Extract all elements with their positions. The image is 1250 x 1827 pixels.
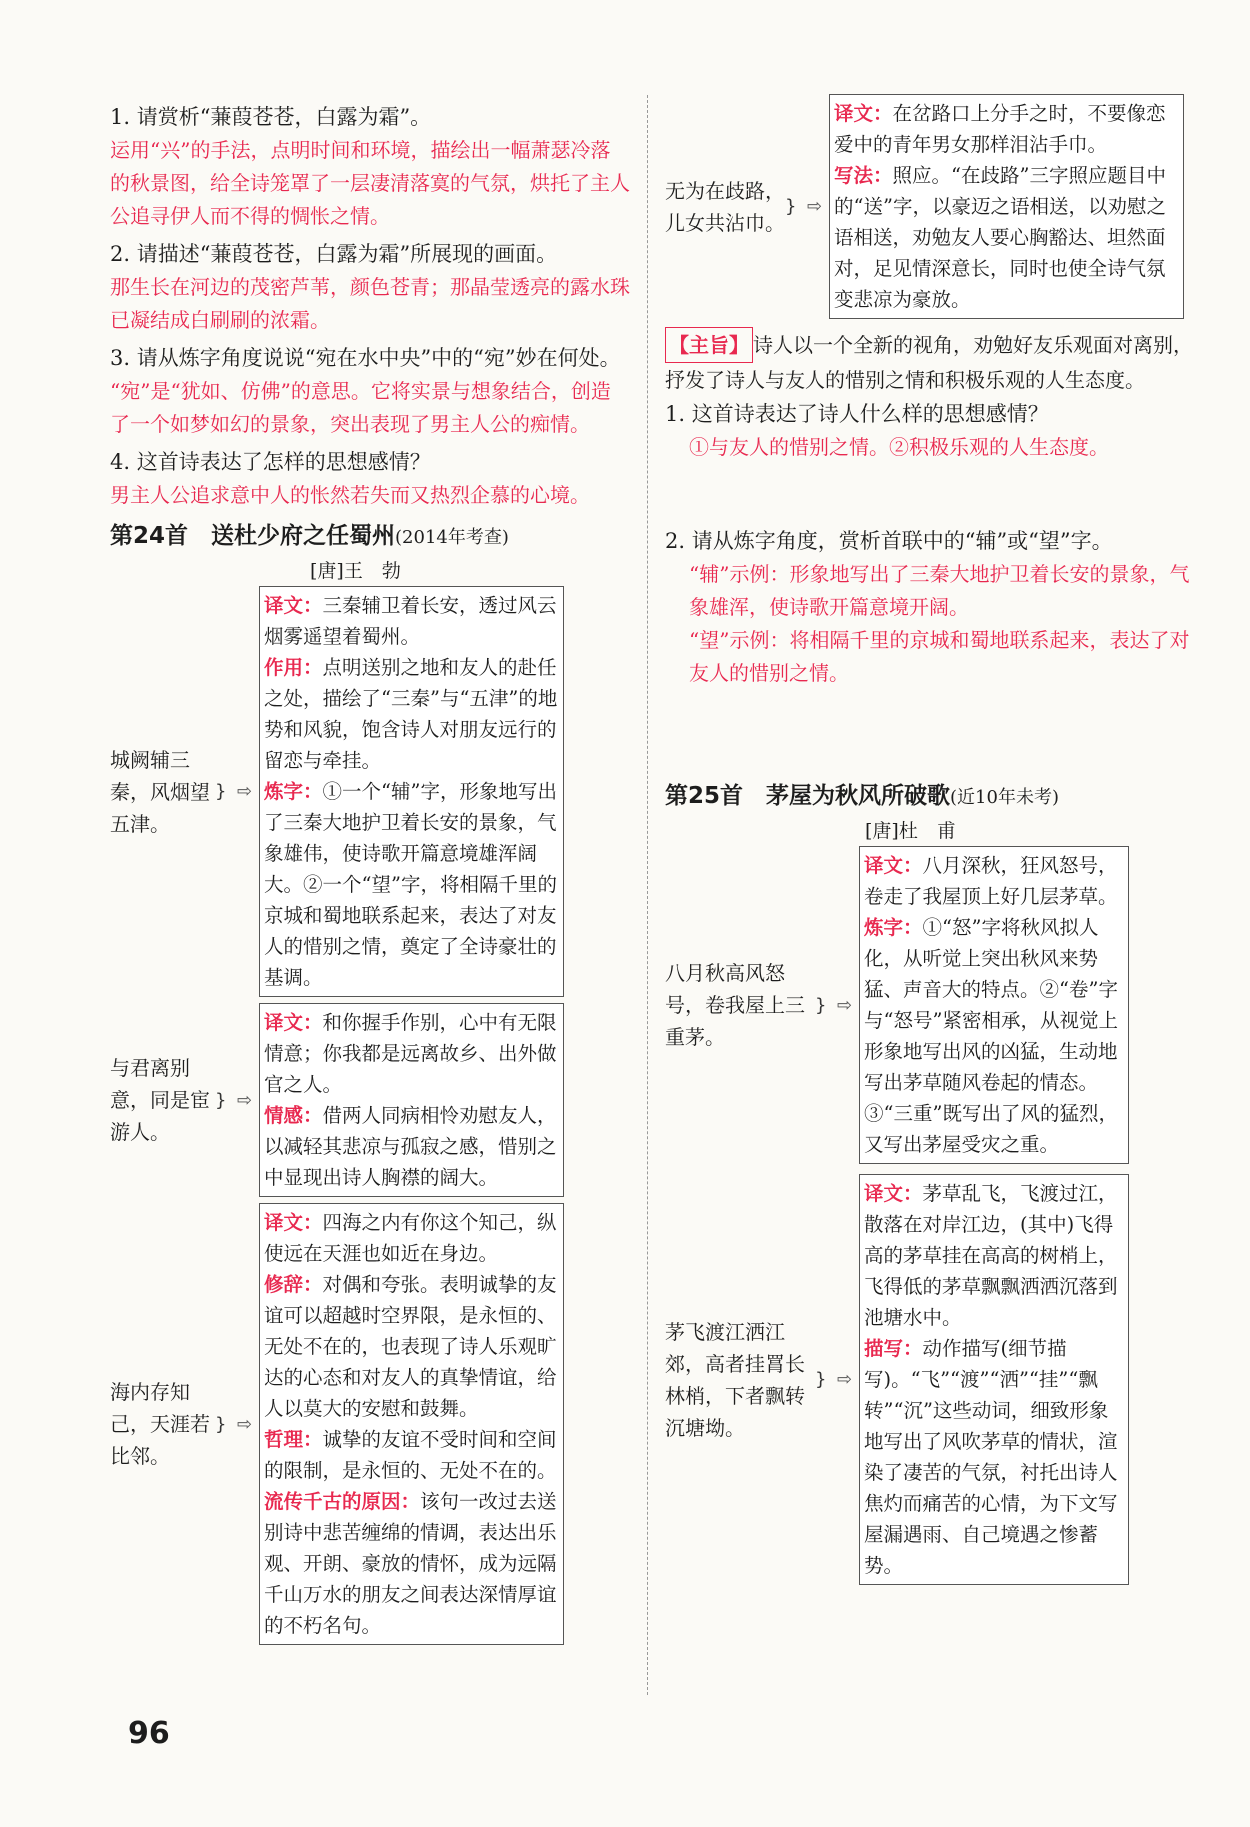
theme-paragraph bbox=[665, 327, 1195, 397]
label-translation: 译文： bbox=[834, 102, 893, 125]
arrow-icon: ⇨ bbox=[837, 994, 853, 1016]
arrow-icon: ⇨ bbox=[237, 1413, 253, 1435]
poem-24-note: (2014年考查) bbox=[395, 527, 509, 548]
poem-line-text: 城阙辅三秦，风烟望五津。 bbox=[110, 747, 210, 836]
annotation-box bbox=[259, 1203, 564, 1645]
label-translation: 译文： bbox=[864, 854, 923, 877]
text-translation: 在岔路口上分手之时，不要像恋爱中的青年男女那样泪沾手巾。 bbox=[834, 102, 1166, 156]
poem-24-block-4 bbox=[665, 94, 1195, 319]
answer-r2a: “辅”示例：形象地写出了三秦大地护卫着长安的景象，气象雄浑，使诗歌开篇意境开阔。 bbox=[689, 562, 1190, 619]
poem-line-text: 海内存知己，天涯若比邻。 bbox=[110, 1380, 210, 1468]
page-number: 96 bbox=[128, 1716, 170, 1751]
poem-line-text: 与君离别意，同是宦游人。 bbox=[110, 1056, 210, 1144]
theme-label: 【主旨】 bbox=[665, 327, 753, 363]
answer-r2b: “望”示例：将相隔千里的京城和蜀地联系起来，表达了对友人的惜别之情。 bbox=[689, 628, 1190, 685]
annotation-box bbox=[829, 94, 1184, 319]
text-function: 点明送别之地和友人的赴任之处，描绘了“三秦”与“五津”的地势和风貌，饱含诗人对朋友远行的留恋与牵挂。 bbox=[264, 656, 558, 772]
question-2: 2. 请描述“蒹葭苍苍，白露为霜”所展现的画面。 bbox=[110, 242, 558, 266]
annotation-box bbox=[259, 1003, 564, 1197]
poem-24-block-3 bbox=[110, 1203, 630, 1645]
label-translation: 译文： bbox=[264, 1011, 323, 1034]
answer-r1: ①与友人的惜别之情。②积极乐观的人生态度。 bbox=[689, 435, 1109, 459]
text-wording: ①一个“辅”字，形象地写出了三秦大地护卫着长安的景象，气象雄伟，使诗歌开篇意境雄浑阔大。②一个“望”字，将相隔千里的京城和蜀地联系起来，表达了对友人的惜别之情，奠定了全诗豪壮的基调。 bbox=[264, 780, 557, 989]
label-wording: 炼字： bbox=[264, 780, 323, 803]
poem-25-block-2 bbox=[665, 1174, 1195, 1585]
brace-icon: } bbox=[785, 196, 797, 217]
brace-icon: } bbox=[815, 1369, 827, 1390]
label-function: 作用： bbox=[264, 656, 323, 679]
column-divider bbox=[647, 95, 648, 1695]
poem-25-note: (近10年未考) bbox=[950, 787, 1059, 808]
text-technique: 照应。“在歧路”三字照应题目中的“送”字，以豪迈之语相送，以劝慰之语相送，劝勉友人要心胸豁达、坦然面对，足见情深意长，同时也使全诗气氛变悲凉为豪放。 bbox=[834, 164, 1166, 311]
label-reason: 流传千古的原因： bbox=[264, 1490, 421, 1513]
label-technique: 写法： bbox=[834, 164, 893, 187]
answer-4: 男主人公追求意中人的怅然若失而又热烈企慕的心境。 bbox=[110, 483, 590, 507]
poem-25-author: [唐]杜 甫 bbox=[865, 820, 956, 842]
label-translation: 译文： bbox=[264, 1211, 323, 1234]
text-emotion: 借两人同病相怜劝慰友人，以减轻其悲凉与孤寂之感，惜别之中显现出诗人胸襟的阔大。 bbox=[264, 1104, 557, 1189]
text-translation: 四海之内有你这个知己，纵使远在天涯也如近在身边。 bbox=[264, 1211, 557, 1265]
answer-2: 那生长在河边的茂密芦苇，颜色苍青；那晶莹透亮的露水珠已凝结成白刷刷的浓霜。 bbox=[110, 275, 630, 332]
annotation-box bbox=[859, 1174, 1129, 1585]
arrow-icon: ⇨ bbox=[237, 1089, 253, 1111]
text-reason: 该句一改过去送别诗中悲苦缠绵的情调，表达出乐观、开朗、豪放的情怀，成为远隔千山万水的朋友之间表达深情厚谊的不朽名句。 bbox=[264, 1490, 557, 1637]
poem-line-text: 八月秋高风怒号，卷我屋上三重茅。 bbox=[665, 961, 805, 1049]
text-philosophy: 诚挚的友谊不受时间和空间的限制，是永恒的、无处不在的。 bbox=[264, 1428, 557, 1482]
arrow-icon: ⇨ bbox=[837, 1369, 853, 1390]
poem-24-author: [唐]王 勃 bbox=[310, 560, 401, 582]
question-4: 4. 这首诗表达了怎样的思想感情？ bbox=[110, 450, 431, 474]
question-r1: 1. 这首诗表达了诗人什么样的思想感情？ bbox=[665, 402, 1049, 426]
arrow-icon: ⇨ bbox=[807, 196, 823, 217]
poem-24-block-2 bbox=[110, 1003, 630, 1197]
poem-24-block-1 bbox=[110, 586, 630, 997]
brace-icon: } bbox=[215, 1089, 227, 1111]
poem-25-heading bbox=[665, 778, 1195, 816]
poem-25-block-1 bbox=[665, 846, 1195, 1164]
poem-line-text: 茅飞渡江洒江郊，高者挂罥长林梢，下者飘转沉塘坳。 bbox=[665, 1319, 805, 1440]
arrow-icon: ⇨ bbox=[237, 781, 253, 802]
brace-icon: } bbox=[815, 994, 827, 1016]
poem-24-heading bbox=[110, 518, 630, 556]
label-rhetoric: 修辞： bbox=[264, 1273, 323, 1296]
question-1: 1. 请赏析“蒹葭苍苍，白露为霜”。 bbox=[110, 105, 432, 129]
text-translation: 三秦辅卫着长安，透过风云烟雾遥望着蜀州。 bbox=[264, 594, 557, 648]
annotation-box bbox=[859, 846, 1129, 1164]
right-column bbox=[665, 100, 1195, 1585]
label-translation: 译文： bbox=[864, 1182, 923, 1205]
text-translation: 和你握手作别，心中有无限情意；你我都是远离故乡、出外做官之人。 bbox=[264, 1011, 557, 1096]
left-column bbox=[110, 100, 630, 1645]
label-description: 描写： bbox=[864, 1337, 923, 1360]
text-wording: ①“怒”字将秋风拟人化，从听觉上突出秋风来势猛、声音大的特点。②“卷”字与“怒号”紧密相承，从视觉上形象地写出风的凶猛，生动地写出茅草随风卷起的情态。③“三重”既写出了风的猛烈，又写出茅屋受灾之重。 bbox=[864, 916, 1118, 1156]
annotation-box bbox=[259, 586, 564, 997]
poem-25-title: 第25首 茅屋为秋风所破歌 bbox=[665, 783, 951, 809]
poem-line-text: 无为在歧路，儿女共沾巾。 bbox=[665, 178, 785, 235]
brace-icon: } bbox=[215, 1413, 227, 1435]
text-translation: 茅草乱飞，飞渡过江，散落在对岸江边，(其中)飞得高的茅草挂在高高的树梢上，飞得低的茅草飘飘洒洒沉落到池塘水中。 bbox=[864, 1182, 1118, 1329]
brace-icon: } bbox=[215, 781, 227, 802]
answer-3: “宛”是“犹如、仿佛”的意思。它将实景与想象结合，创造了一个如梦如幻的景象，突出表现了男主人公的痴情。 bbox=[110, 379, 611, 436]
question-r2: 2. 请从炼字角度，赏析首联中的“辅”或“望”字。 bbox=[665, 529, 1113, 553]
text-rhetoric: 对偶和夸张。表明诚挚的友谊可以超越时空界限，是永恒的、无处不在的，也表现了诗人乐观旷达的心态和对友人的真挚情谊，给人以莫大的安慰和鼓舞。 bbox=[264, 1273, 557, 1420]
label-wording: 炼字： bbox=[864, 916, 923, 939]
text-description: 动作描写(细节描写)。“飞”“渡”“洒”“挂”“飘转”“沉”这些动词，细致形象地写出了风吹茅草的情状，渲染了凄苦的气氛，衬托出诗人焦灼而痛苦的心情，为下文写屋漏遇雨、自己境遇之惨蓄势。 bbox=[864, 1337, 1118, 1577]
label-philosophy: 哲理： bbox=[264, 1428, 323, 1451]
answer-1: 运用“兴”的手法，点明时间和环境，描绘出一幅萧瑟冷落的秋景图，给全诗笼罩了一层凄清落寞的气氛，烘托了主人公追寻伊人而不得的惆怅之情。 bbox=[110, 138, 630, 228]
question-3: 3. 请从炼字角度说说“宛在水中央”中的“宛”妙在何处。 bbox=[110, 346, 621, 370]
poem-24-title: 第24首 送杜少府之任蜀州 bbox=[110, 523, 396, 549]
label-translation: 译文： bbox=[264, 594, 323, 617]
label-emotion: 情感： bbox=[264, 1104, 323, 1127]
theme-text: 诗人以一个全新的视角，劝勉好友乐观面对离别，抒发了诗人与友人的惜别之情和积极乐观的人生态度。 bbox=[665, 333, 1193, 392]
text-translation: 八月深秋，狂风怒号，卷走了我屋顶上好几层茅草。 bbox=[864, 854, 1118, 908]
